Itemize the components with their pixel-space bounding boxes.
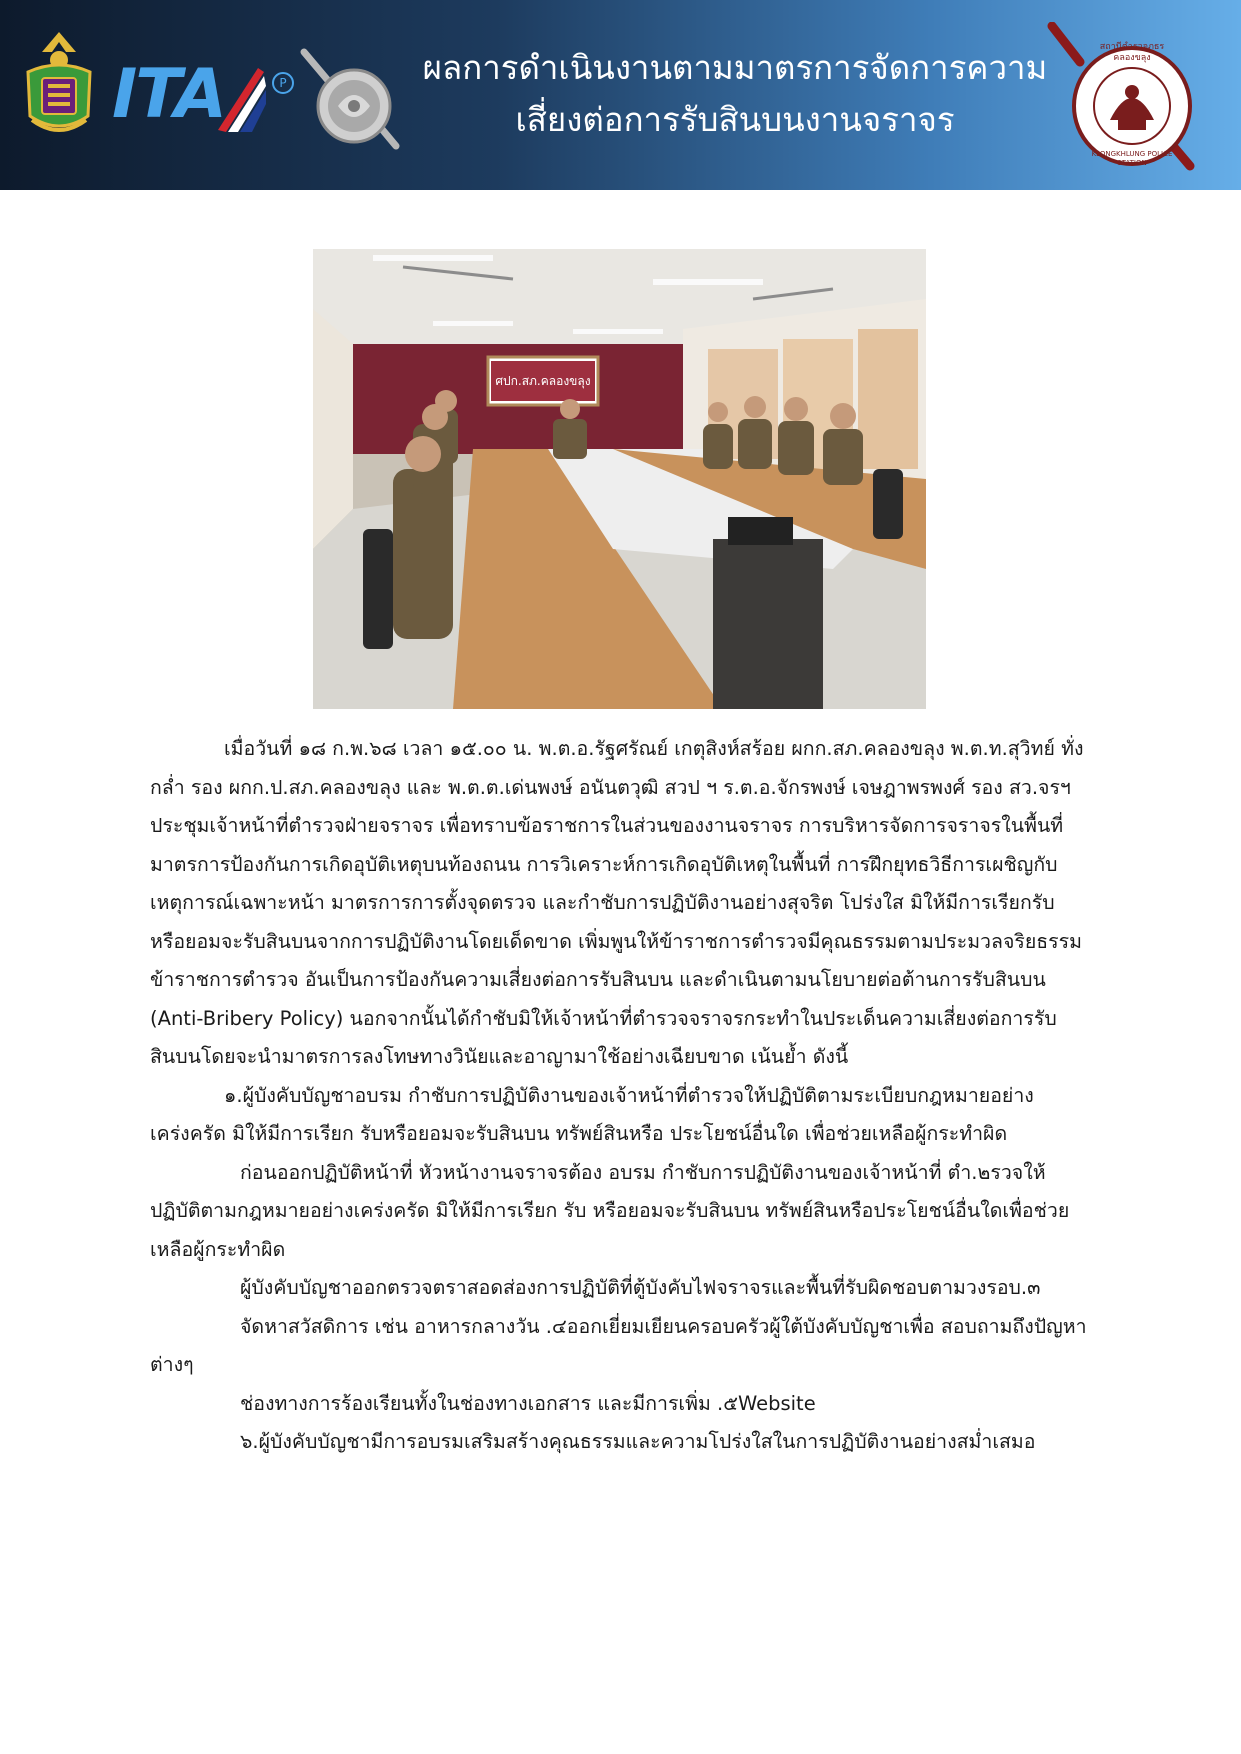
item-2-paragraph: ก่อนออกปฏิบัติหน้าที่ หัวหน้างานจราจรต้อง อบรม กำชับการปฏิบัติงานของเจ้าหน้าที่ ตำ.๒รวจให้ปฏิบัติตามกฎหมายอย่างเคร่งครัด มิให้มีการเรียก รับ หรือยอมจะรับสินบน ทรัพย์สินหรือประโยชน์อื่นใดเพื่อช่วยเหลือผู้กระทำผิด bbox=[150, 1160, 1070, 1261]
header-title bbox=[395, 42, 1075, 146]
ita-badge: P bbox=[272, 72, 294, 94]
item-4-paragraph: จัดหาสวัสดิการ เช่น อาหารกลางวัน .๔ออกเยี่ยมเยียนครอบครัวผู้ใต้บังคับบัญชาเพื่อ สอบถามถึงปัญหาต่างๆ bbox=[150, 1314, 1087, 1376]
meeting-room-scene-icon bbox=[313, 249, 926, 709]
agency-emblem-icon bbox=[18, 28, 100, 140]
intro-paragraph: เมื่อวันที่ ๑๘ ก.พ.๖๘ เวลา ๑๕.๐๐ น. พ.ต.อ.รัฐศรัณย์ เกตุสิงห์สร้อย ผกก.สภ.คลองขลุง พ.ต.ท.สุวิทย์ ทั่งกล่ำ รอง ผกก.ป.สภ.คลองขลุง และ พ.ต.ต.เด่นพงษ์ อนันตวุฒิ สวป ฯ ร.ต.อ.จักรพงษ์ เจษฎาพรพงศ์ รอง สว.จรฯ ประชุมเจ้าหน้าที่ตำรวจฝ่ายจราจร เพื่อทราบข้อราชการในส่วนของงานจราจร การบริหารจัดการจราจรในพื้นที่ มาตรการป้องกันการเกิดอุบัติเหตุบนท้องถนน การวิเคราะห์การเกิดอุบัติเหตุในพื้นที่ การฝึกยุทธวิธีการเผชิญกับเหตุการณ์เฉพาะหน้า มาตรการการตั้งจุดตรวจ และกำชับการปฏิบัติงานอย่างสุจริต โปร่งใส มิให้มีการเรียกรับ หรือยอมจะรับสินบนจากการปฏิบัติงานโดยเด็ดขาด เพิ่มพูนให้ข้าราชการตำรวจมีคุณธรรมตามประมวลจริยธรรมข้าราชการตำรวจ อันเป็นการป้องกันความเสี่ยงต่อการรับสินบน และดำเนินตามนโยบายต่อต้านการรับสินบน (Anti-Bribery Policy) นอกจากนั้นได้กำชับมิให้เจ้าหน้าที่ตำรวจจราจรกระทำในประเด็นความเสี่ยงต่อการรับสินบนโดยจะนำมาตรการลงโทษทางวินัยและอาญามาใช้อย่างเฉียบขาด เน้นย้ำ ดังนี้ bbox=[150, 737, 1084, 1068]
meeting-room-sign: ศปก.สภ.คลองขลุง bbox=[495, 374, 591, 388]
ita-logo-text: ITA bbox=[112, 55, 226, 134]
item-5-paragraph: ช่องทางการร้องเรียนทั้งในช่องทางเอกสาร และมีการเพิ่ม .๕Website bbox=[240, 1391, 816, 1415]
item-3-paragraph: ผู้บังคับบัญชาออกตรวจตราสอดส่องการปฏิบัติที่ตู้บังคับไฟจราจรและพื้นที่รับผิดชอบตามวงรอบ.๓ bbox=[240, 1276, 1041, 1299]
police-seal-english: KLONGKHLUNG POLICE STATION bbox=[1091, 150, 1173, 167]
report-body bbox=[150, 730, 1090, 1462]
page-header bbox=[0, 0, 1241, 190]
header-title-line1: ผลการดำเนินงานตามมาตรการจัดการความ bbox=[422, 48, 1048, 87]
thai-flag-stripe-icon bbox=[208, 64, 268, 134]
header-title-line2: เสี่ยงต่อการรับสินบนงานจราจร bbox=[515, 100, 955, 139]
police-shield-emblem-icon bbox=[296, 46, 406, 156]
item-1-paragraph: ๑.ผู้บังคับบัญชาอบรม กำชับการปฏิบัติงานของเจ้าหน้าที่ตำรวจให้ปฏิบัติตามระเบียบกฎหมายอย่างเคร่งครัด มิให้มีการเรียก รับหรือยอมจะรับสินบน ทรัพย์สินหรือ ประโยชน์อื่นใด เพื่อช่วยเหลือผู้กระทำผิด bbox=[150, 1083, 1034, 1145]
meeting-photo bbox=[313, 249, 926, 709]
ita-logo bbox=[112, 56, 292, 136]
police-seal-ring-text: สถานีตำรวจภูธรคลองขลุง bbox=[1099, 42, 1165, 63]
item-6-paragraph: ๖.ผู้บังคับบัญชามีการอบรมเสริมสร้างคุณธรรมและความโปร่งใสในการปฏิบัติงานอย่างสม่ำเสมอ bbox=[240, 1430, 1036, 1453]
police-station-seal bbox=[1040, 22, 1200, 172]
